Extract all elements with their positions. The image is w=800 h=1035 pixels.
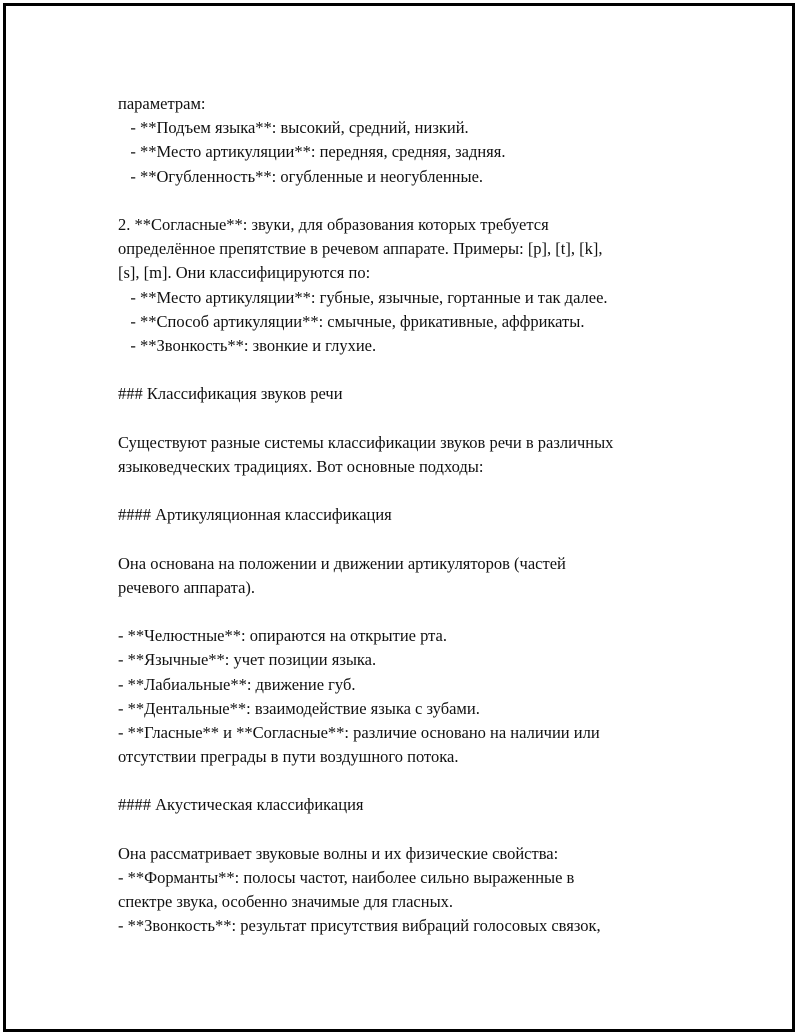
blank-line [118,818,698,842]
text-line: 2. **Согласные**: звуки, для образования которых требуется [118,214,549,234]
text-line: - **Лабиальные**: движение губ. [118,674,356,694]
blank-line [118,527,698,551]
document-body [118,92,698,939]
blank-line [118,600,698,624]
text-line: - **Подъем языка**: высокий, средний, низкий. [118,118,469,138]
text-line: - **Способ артикуляции**: смычные, фрикативные, аффрикаты. [118,311,585,331]
text-line: языковедческих традициях. Вот основные подходы: [118,456,484,476]
text-line: - **Место артикуляции**: губные, язычные, гортанные и так далее. [118,287,608,307]
text-line: - **Форманты**: полосы частот, наиболее сильно выраженные в [118,868,575,887]
text-line: - **Звонкость**: звонкие и глухие. [118,335,377,355]
text-line: Она рассматривает звуковые волны и их физические свойства: [118,843,559,863]
blank-line [118,479,698,503]
blank-line [118,189,698,213]
text-line: - **Место артикуляции**: передняя, средняя, задняя. [118,142,506,162]
text-line: Она основана на положении и движении артикуляторов (частей [118,553,566,573]
text-line: #### Акустическая классификация [118,795,364,815]
text-line: #### Артикуляционная классификация [118,505,392,525]
text-line: - **Челюстные**: опираются на открытие рта. [118,626,448,646]
text-line: - **Гласные** и **Согласные**: различие основано на наличии или [118,722,600,742]
text-line: спектре звука, особенно значимые для гласных. [118,892,454,912]
text-line: - **Дентальные**: взаимодействие языка с зубами. [118,698,480,718]
text-line: ### Классификация звуков речи [118,384,343,404]
text-line: [s], [m]. Они классифицируются по: [118,263,371,283]
text-line: отсутствии преграды в пути воздушного потока. [118,747,459,767]
blank-line [118,769,698,793]
text-line: речевого аппарата). [118,577,256,597]
blank-line [118,358,698,382]
text-line: - **Язычные**: учет позиции языка. [118,650,377,670]
text-line: Существуют разные системы классификации звуков речи в различных [118,432,614,452]
text-line: - **Огубленность**: огубленные и неогубленные. [118,166,484,186]
text-line: - **Звонкость**: результат присутствия вибраций голосовых связок, [118,916,601,936]
blank-line [118,406,698,430]
text-line: определённое препятствие в речевом аппарате. Примеры: [p], [t], [k], [118,239,603,259]
text-line: параметрам: [118,94,206,113]
